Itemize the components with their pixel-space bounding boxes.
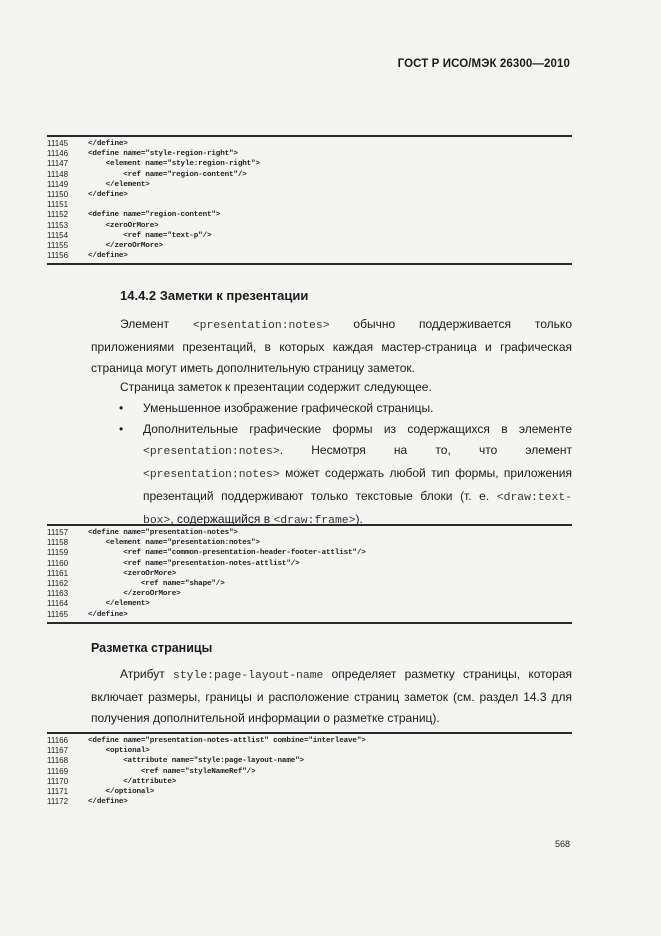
line-number: 11159 <box>47 548 69 558</box>
line-number: 11168 <box>47 756 69 766</box>
code-text: </define> <box>88 610 128 619</box>
code-line <box>47 139 572 149</box>
inline-code: style:page-layout-name <box>172 670 324 682</box>
line-number: 11149 <box>47 179 69 189</box>
inline-code: <presentation:notes> <box>192 320 330 332</box>
line-number: 11145 <box>47 139 69 149</box>
code-line <box>47 746 572 756</box>
code-text: <optional> <box>88 747 150 756</box>
code-text: <attribute name="style:page-layout-name"> <box>88 757 304 766</box>
code-text: </attribute> <box>88 777 177 786</box>
code-line <box>47 200 572 210</box>
inline-code: <presentation:notes> <box>143 469 280 481</box>
code-line <box>47 548 572 558</box>
bullet-marker: • <box>119 422 124 436</box>
para-text: Атрибут <box>120 667 173 681</box>
line-number: 11171 <box>47 787 69 797</box>
line-number: 11163 <box>47 589 69 599</box>
line-number: 11164 <box>47 599 69 609</box>
code-text: </define> <box>88 191 128 200</box>
bottom-rule <box>47 263 572 265</box>
code-line <box>47 170 572 180</box>
code-listing-2 <box>47 524 572 624</box>
code-text: <define name="style-region-right"> <box>88 150 238 159</box>
code-listing-3 <box>47 732 572 807</box>
paragraph-page-layout <box>91 664 572 729</box>
code-line <box>47 538 572 548</box>
code-text: </define> <box>88 140 128 149</box>
line-number: 11152 <box>47 210 69 220</box>
para-text: обычно поддерживается только приложениями презентаций, в которых каждая мастер-страница и графическая страница могут иметь дополнительную страницу заметок. <box>91 317 572 375</box>
code-text: <ref name="shape"/> <box>88 580 225 589</box>
code-line <box>47 190 572 200</box>
list-item-text: Уменьшенное изображение графической страницы. <box>143 401 434 415</box>
para-text: Страница заметок к презентации содержит следующее. <box>120 380 432 394</box>
code-text: <ref name="text-p"/> <box>88 231 212 240</box>
code-line <box>47 579 572 589</box>
code-line <box>47 210 572 220</box>
code-line <box>47 149 572 159</box>
code-text: </zeroOrMore> <box>88 590 181 599</box>
code-line <box>47 569 572 579</box>
line-number: 11154 <box>47 230 69 240</box>
para-text: определяет разметку страницы, которая включает размеры, границы и расположение страниц заметок (см. раздел 14.3 для получения дополнительной информации о разметке страниц). <box>91 667 572 725</box>
text: Дополнительные графические формы из содержащихся в элементе <box>143 422 572 436</box>
line-number: 11151 <box>47 200 69 210</box>
line-number: 11170 <box>47 776 69 786</box>
code-line <box>47 251 572 261</box>
text: . Несмотря на то, что элемент <box>279 443 572 457</box>
code-text: <element name="presentation:notes"> <box>88 539 260 548</box>
code-line <box>47 736 572 746</box>
code-line <box>47 797 572 807</box>
list-item <box>91 398 572 419</box>
code-text: <define name="presentation-notes"> <box>88 529 238 538</box>
text: может содержать любой тип формы, приложения презентаций поддерживают только текстовые блоки (т. е. <box>143 466 572 503</box>
code-text: <ref name="region-content"/> <box>88 170 247 179</box>
code-text: </define> <box>88 798 128 807</box>
code-text: <define name="presentation-notes-attlist" combine="interleave"> <box>88 737 366 746</box>
line-number: 11158 <box>47 538 69 548</box>
line-number: 11157 <box>47 528 69 538</box>
code-line <box>47 231 572 241</box>
code-line <box>47 599 572 609</box>
code-line <box>47 559 572 569</box>
line-number: 11160 <box>47 558 69 568</box>
inline-code: <draw:text-box> <box>143 492 572 527</box>
line-number: 11147 <box>47 159 69 169</box>
line-number: 11146 <box>47 149 69 159</box>
code-line <box>47 241 572 251</box>
code-text: </zeroOrMore> <box>88 241 163 250</box>
line-number: 11150 <box>47 190 69 200</box>
list-item <box>91 419 572 532</box>
code-text: </element> <box>88 180 150 189</box>
line-number: 11161 <box>47 568 69 578</box>
code-line <box>47 589 572 599</box>
code-line <box>47 221 572 231</box>
line-number: 11167 <box>47 746 69 756</box>
subheading: Разметка страницы <box>91 641 213 655</box>
paragraph-notes-contents <box>91 377 572 398</box>
para-text: Элемент <box>120 317 193 331</box>
document-header: ГОСТ Р ИСО/МЭК 26300—2010 <box>397 58 570 70</box>
code-line <box>47 180 572 190</box>
text: ). <box>355 512 363 526</box>
inline-code: <presentation:notes> <box>143 446 280 458</box>
list-item-text <box>143 419 572 532</box>
line-number: 11156 <box>47 251 69 261</box>
bottom-rule <box>47 622 572 624</box>
code-text: </optional> <box>88 788 155 797</box>
page-number: 568 <box>554 839 570 849</box>
code-line <box>47 528 572 538</box>
code-line <box>47 787 572 797</box>
code-text: </element> <box>88 600 150 609</box>
paragraph-notes-intro <box>91 314 572 379</box>
line-number: 11172 <box>47 797 69 807</box>
line-number: 11169 <box>47 766 69 776</box>
code-line <box>47 159 572 169</box>
code-text: <zeroOrMore> <box>88 221 159 230</box>
line-number: 11166 <box>47 736 69 746</box>
code-text: <define name="region-content"> <box>88 211 221 220</box>
code-text: <element name="style:region-right"> <box>88 160 260 169</box>
code-text: <ref name="presentation-notes-attlist"/> <box>88 559 300 568</box>
inline-code: <draw:frame> <box>273 515 356 527</box>
line-number: 11153 <box>47 220 69 230</box>
code-listing-1 <box>47 135 572 265</box>
code-line <box>47 756 572 766</box>
line-number: 11148 <box>47 169 69 179</box>
code-line <box>47 777 572 787</box>
bullet-marker: • <box>119 401 124 415</box>
text: , содержащийся в <box>170 512 274 526</box>
code-line <box>47 610 572 620</box>
line-number: 11162 <box>47 579 69 589</box>
code-text: <zeroOrMore> <box>88 569 177 578</box>
code-text: <ref name="styleNameRef"/> <box>88 767 256 776</box>
code-text: </define> <box>88 252 128 261</box>
code-text: <ref name="common-presentation-header-footer-attlist"/> <box>88 549 366 558</box>
line-number: 11155 <box>47 240 69 250</box>
section-heading: 14.4.2 Заметки к презентации <box>120 288 309 303</box>
code-line <box>47 767 572 777</box>
line-number: 11165 <box>47 609 69 619</box>
